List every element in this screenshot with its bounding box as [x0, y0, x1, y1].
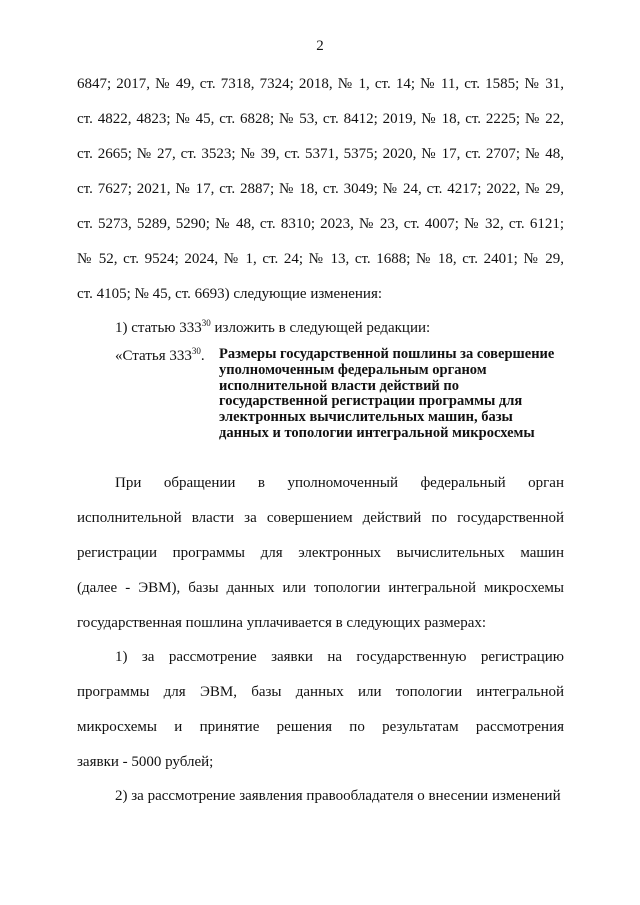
para-1-line-1: При обращении в уполномоченный федеральный орган — [115, 475, 564, 491]
item-1-prefix: 1) статью 333 — [115, 320, 202, 336]
intro-line-7: ст. 4105; № 45, ст. 6693) следующие изменения: — [77, 286, 383, 302]
article-label-suffix: . — [200, 348, 205, 364]
para-1-line-2: исполнительной власти за совершением действий по государственной — [77, 510, 564, 526]
article-label-sup: 30 — [191, 346, 201, 356]
intro-line-5: ст. 5273, 5289, 5290; № 48, ст. 8310; 2023, № 23, ст. 4007; № 32, ст. 6121; — [77, 216, 564, 232]
sub-item-1-line-2: программы для ЭВМ, базы данных или топологии интегральной — [77, 684, 564, 700]
intro-line-4: ст. 7627; 2021, № 17, ст. 2887; № 18, ст. 3049; № 24, ст. 4217; 2022, № 29, — [77, 181, 564, 197]
sub-item-1-line-4: заявки - 5000 рублей; — [77, 754, 214, 770]
para-1-line-4: (далее - ЭВМ), базы данных или топологии интегральной микросхемы — [77, 580, 564, 596]
item-1-sup: 30 — [201, 318, 211, 328]
article-label-prefix: «Статья 333 — [115, 348, 192, 364]
item-1-line — [115, 318, 564, 338]
intro-line-6: № 52, ст. 9524; 2024, № 1, ст. 24; № 13, ст. 1688; № 18, ст. 2401; № 29, — [77, 251, 564, 267]
sub-item-1-line-3: микросхемы и принятие решения по результатам рассмотрения — [77, 719, 564, 735]
intro-line-3: ст. 2665; № 27, ст. 3523; № 39, ст. 5371, 5375; 2020, № 17, ст. 2707; № 48, — [77, 146, 564, 162]
para-1-line-3: регистрации программы для электронных вычислительных машин — [77, 545, 564, 561]
article-label — [115, 346, 205, 366]
page-number: 2 — [316, 38, 324, 54]
intro-line-2: ст. 4822, 4823; № 45, ст. 6828; № 53, ст. 8412; 2019, № 18, ст. 2225; № 22, — [77, 111, 564, 127]
article-title: Размеры государственной пошлины за совершение уполномоченным федеральным органом исполнительной власти действий по государственной регистрации программы для электронных вычислительных машин, базы данных и топологии интегральной микросхемы — [219, 346, 555, 441]
sub-item-2-line-1: 2) за рассмотрение заявления правообладателя о внесении изменений — [115, 788, 561, 804]
para-1-line-5: государственная пошлина уплачивается в следующих размерах: — [77, 615, 487, 631]
item-1-suffix: изложить в следующей редакции: — [210, 320, 431, 336]
sub-item-1-line-1: 1) за рассмотрение заявки на государственную регистрацию — [115, 649, 564, 665]
intro-line-1: 6847; 2017, № 49, ст. 7318, 7324; 2018, № 1, ст. 14; № 11, ст. 1585; № 31, — [77, 76, 564, 92]
